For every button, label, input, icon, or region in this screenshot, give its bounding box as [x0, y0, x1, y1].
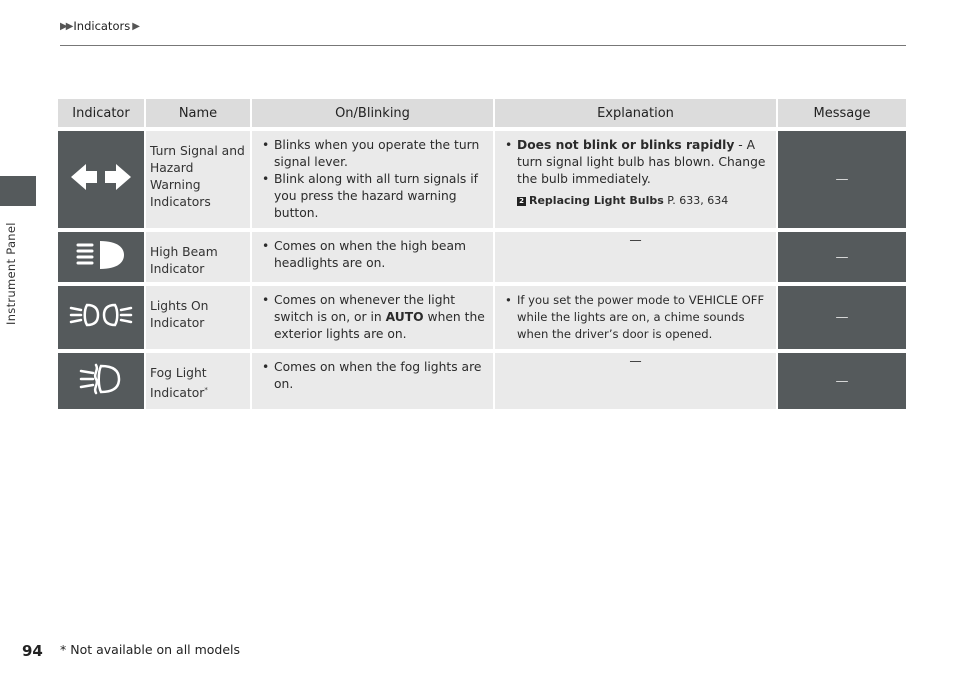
on-blinking-cell [252, 353, 495, 409]
on-blinking-item [260, 292, 485, 343]
turn-signal-arrows-icon [58, 131, 146, 228]
header-on-blinking: On/Blinking [252, 99, 495, 127]
indicator-name [146, 353, 252, 409]
auto-keyword: AUTO [385, 310, 424, 324]
indicator-name: Lights On Indicator [146, 286, 252, 349]
on-blinking-text: Comes on whenever the light switch is on, or in [274, 293, 456, 324]
page-number: 94 [22, 642, 43, 660]
footnote: * Not available on all models [60, 642, 241, 657]
on-blinking-text: when the exterior lights are on. [274, 310, 485, 341]
availability-mark: * [204, 386, 208, 394]
reference-marker-icon: 2 [517, 197, 526, 206]
header-name: Name [146, 99, 252, 127]
on-blinking-item: • Blink along with all turn signals if you press the hazard warning button. [260, 171, 485, 222]
indicator-name-text: Fog Light Indicator [150, 366, 207, 401]
explanation-condition: Does not blink or blinks rapidly [517, 138, 735, 152]
explanation-cell: — [495, 232, 778, 282]
breadcrumb-section[interactable]: Indicators [73, 19, 131, 33]
on-blinking-cell [252, 131, 495, 228]
message-cell: — [778, 353, 906, 409]
on-blinking-item: • Comes on when the fog lights are on. [260, 359, 485, 393]
explanation-item [503, 137, 768, 188]
header-message: Message [778, 99, 906, 127]
indicator-name: High Beam Indicator [146, 232, 252, 282]
message-cell: — [778, 131, 906, 228]
table-row [58, 131, 906, 228]
header-indicator: Indicator [58, 99, 146, 127]
indicator-table [58, 95, 906, 413]
explanation-cell [495, 286, 778, 349]
high-beam-icon [58, 232, 146, 282]
table-header-row [58, 99, 906, 127]
cross-reference[interactable] [503, 192, 768, 209]
on-blinking-cell [252, 286, 495, 349]
message-cell: — [778, 232, 906, 282]
on-blinking-item: • Comes on when the high beam headlights are on. [260, 238, 485, 272]
explanation-text: - A turn signal light bulb has blown. Change the bulb immediately. [517, 138, 766, 186]
header-explanation: Explanation [495, 99, 778, 127]
explanation-item: • If you set the power mode to VEHICLE OFF while the lights are on, a chime sounds when the driver’s door is opened. [503, 292, 768, 343]
table-row [58, 286, 906, 349]
section-tab [0, 176, 36, 206]
explanation-cell: — [495, 353, 778, 409]
message-cell: — [778, 286, 906, 349]
table-row [58, 353, 906, 409]
lights-on-icon [58, 286, 146, 349]
on-blinking-cell [252, 232, 495, 282]
explanation-cell [495, 131, 778, 228]
side-section-label: Instrument Panel [4, 222, 18, 325]
reference-label[interactable]: Replacing Light Bulbs [529, 194, 664, 207]
breadcrumb-arrows-icon: ▶▶ [60, 20, 72, 32]
fog-light-icon [58, 353, 146, 409]
breadcrumb [60, 19, 138, 33]
table-row [58, 232, 906, 282]
indicator-name: Turn Signal and Hazard Warning Indicators [146, 131, 252, 228]
header-rule [60, 45, 906, 46]
reference-pages[interactable]: P. 633, 634 [663, 194, 729, 207]
on-blinking-item: • Blinks when you operate the turn signal lever. [260, 137, 485, 171]
breadcrumb-arrow-icon: ▶ [132, 20, 138, 32]
